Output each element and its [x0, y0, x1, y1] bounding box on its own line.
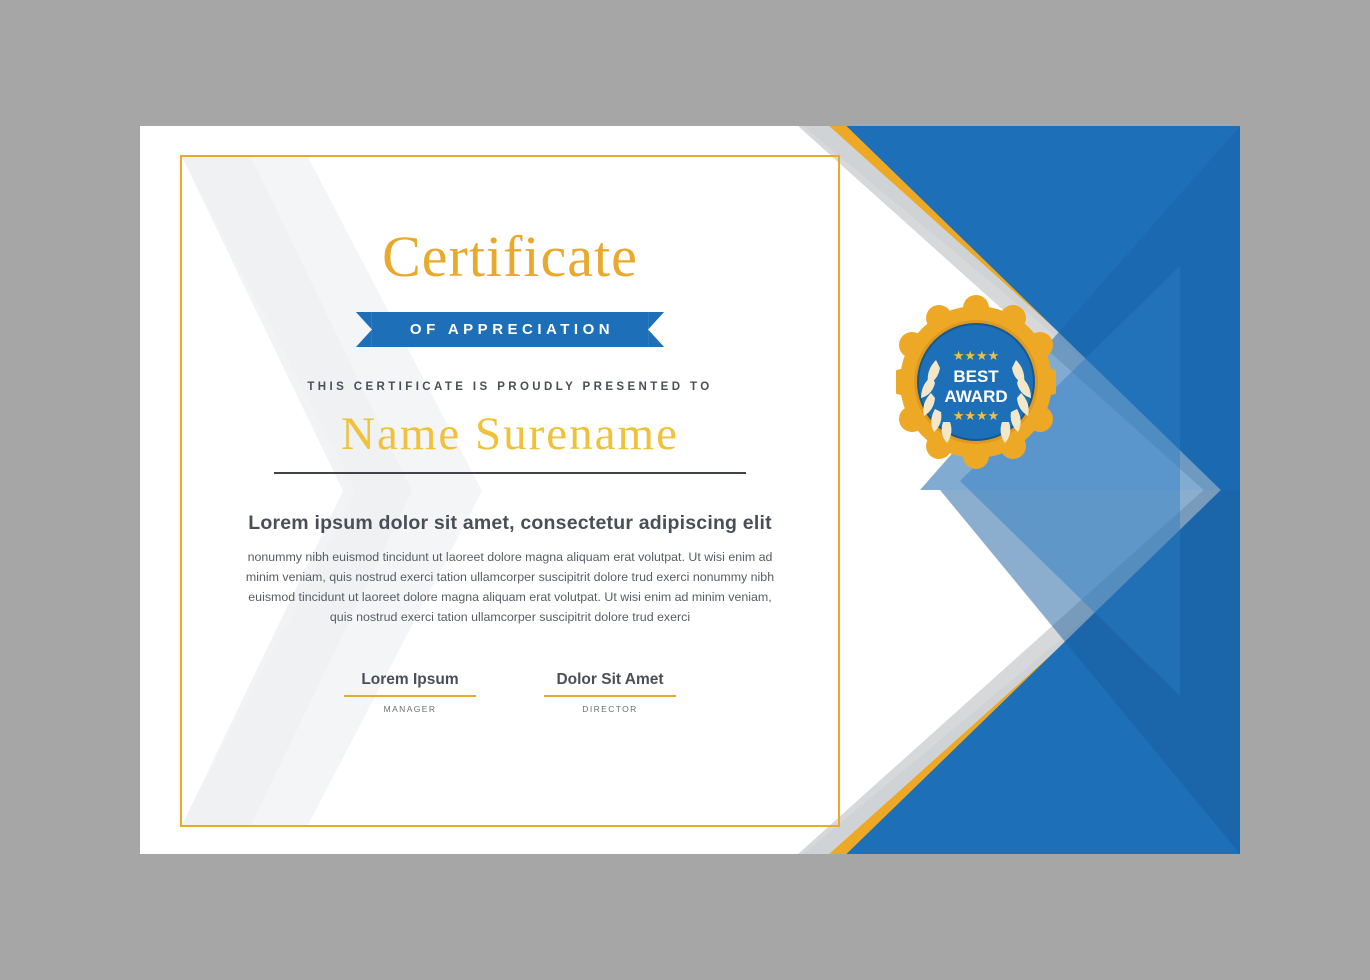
signature-name: Lorem Ipsum [361, 670, 459, 688]
badge-stars-bottom: ★★★★ [952, 408, 1000, 423]
recipient-underline [274, 472, 746, 474]
certificate-title: Certificate [382, 224, 638, 289]
award-seal-icon [896, 292, 1056, 472]
certificate-content [180, 155, 840, 827]
presented-to-line: THIS CERTIFICATE IS PROUDLY PRESENTED TO [307, 381, 713, 393]
signature-line [344, 695, 476, 697]
certificate-sheet [140, 126, 1240, 854]
best-award-badge [896, 292, 1056, 472]
signature-role: DIRECTOR [582, 703, 638, 714]
badge-line1: BEST [953, 367, 999, 386]
badge-stars-top: ★★★★ [952, 348, 1000, 363]
signature-row [180, 671, 840, 714]
subheading-text: Lorem ipsum dolor sit amet, consectetur adipiscing elit [248, 511, 772, 534]
ribbon-label: OF APPRECIATION [372, 312, 648, 347]
body-paragraph: nonummy nibh euismod tincidunt ut laoreet dolore magna aliquam erat volutpat. Ut wisi enim ad minim veniam, quis nostrud exerci tation ullamcorper suscipitrit dolore trud exerci nonummy nibh euismod tincidunt ut laoreet dolore magna aliquam erat volutpat. Ut wisi enim ad minim veniam, quis nostrud exerci tation ullamcorper suscipitrit dolore trud exerci [245, 549, 775, 624]
signature-block-director [544, 671, 676, 714]
signature-block-manager [344, 671, 476, 714]
badge-line2: AWARD [944, 387, 1008, 406]
recipient-name: Name Surename [341, 408, 679, 460]
signature-role: MANAGER [383, 703, 437, 714]
signature-name: Dolor Sit Amet [556, 670, 664, 688]
ribbon-container [180, 312, 840, 347]
signature-line [544, 695, 676, 697]
